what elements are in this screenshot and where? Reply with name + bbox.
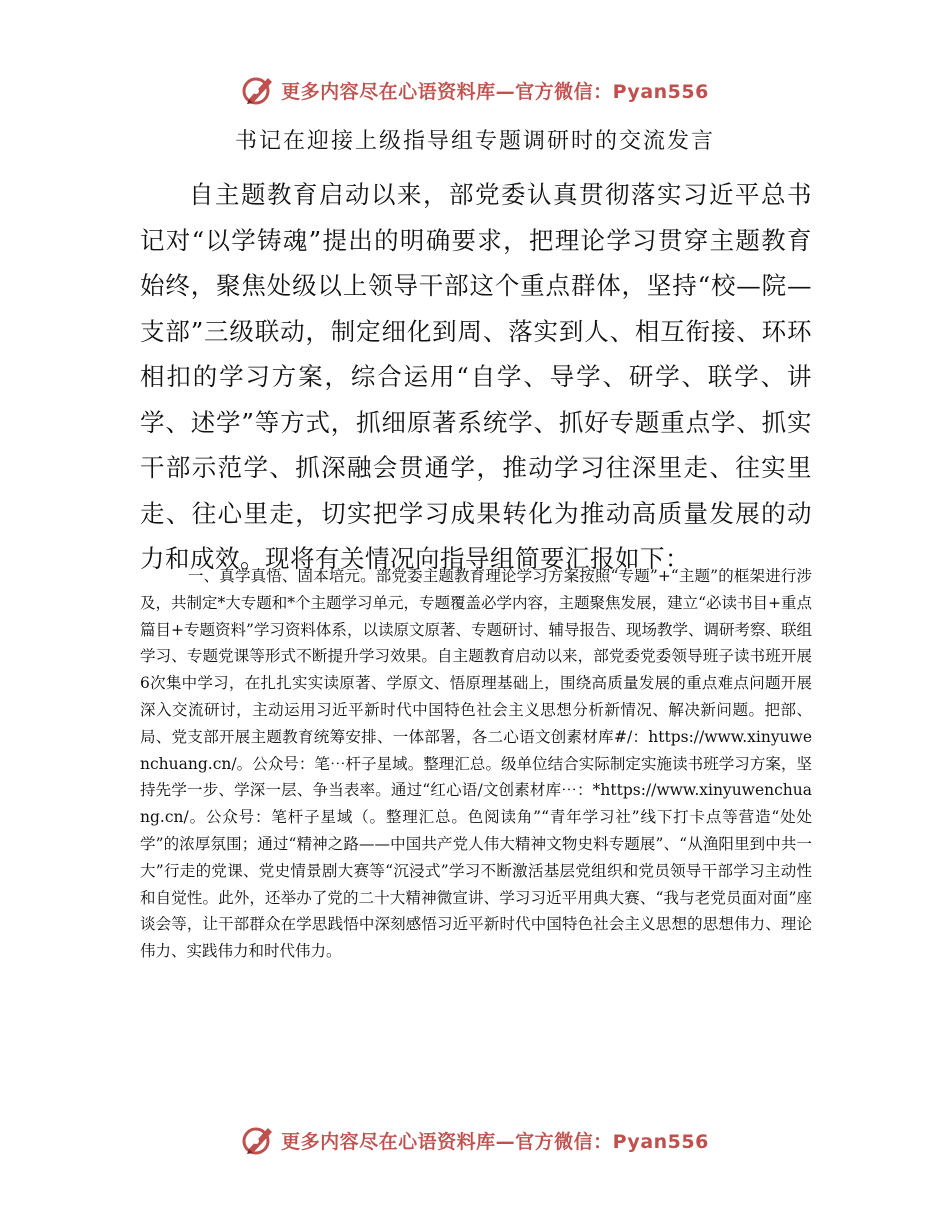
pen-logo-icon <box>241 1123 275 1157</box>
header-banner-text: 更多内容尽在心语资料库—官方微信：Pyan556 <box>281 80 709 103</box>
intro-paragraph: 自主题教育启动以来，部党委认真贯彻落实习近平总书记对“以学铸魂”提出的明确要求，把理论学习贯穿主题教育始终，聚焦处级以上领导干部这个重点群体，坚持“校—院—支部”三级联动，制定细化到周、落实到人、相互衔接、环环相扣的学习方案，综合运用“自学、导学、研学、联学、讲学、述学”等方式，抓细原著系统学、抓好专题重点学、抓实干部示范学、抓深融会贯通学，推动学习往深里走、往实里走、往心里走，切实把学习成果转化为推动高质量发展的动力和成效。现将有关情况向指导组简要汇报如下： <box>140 180 812 573</box>
footer-banner-text: 更多内容尽在心语资料库—官方微信：Pyan556 <box>281 1130 709 1153</box>
document-title: 书记在迎接上级指导组专题调研时的交流发言 <box>234 129 715 154</box>
footer-banner <box>0 1120 950 1160</box>
header-banner <box>0 70 950 110</box>
section-one-paragraph: 一、真学真悟、固本培元。部党委主题教育理论学习方案按照“专题”+“主题”的框架进行涉及，共制定*大专题和*个主题学习单元，专题覆盖必学内容，主题聚焦发展，建立“必读书目+重点篇目+专题资料”学习资料体系，以读原文原著、专题研讨、辅导报告、现场教学、调研考察、联组学习、专题党课等形式不断提升学习效果。自主题教育启动以来，部党委党委领导班子读书班开展6次集中学习，在扎扎实实读原著、学原文、悟原理基础上，围绕高质量发展的重点难点问题开展深入交流研讨，主动运用习近平新时代中国特色社会主义思想分析新情况、解决新问题。把部、局、党支部开展主题教育统筹安排、一体部署，各二心语文创素材库#/：https://www.xinyuwenchuang.cn/。公众号：笔⋯杆子星域。整理汇总。级单位结合实际制定实施读书班学习方案，坚持先学一步、学深一层、争当表率。通过“红心语/文创素材库⋯：*https://www.xinyuwenchuang.cn/。公众号：笔杆子星域（。整理汇总。色阅读角”“青年学习社”线下打卡点等营造“处处学”的浓厚氛围；通过“精神之路——中国共产党人伟大精神文物史料专题展”、“从渔阳里到中共一大”行走的党课、党史情景剧大赛等“沉浸式”学习不断激活基层党组织和党员领导干部学习主动性和自觉性。此外，还举办了党的二十大精神微宣讲、学习习近平用典大赛、“我与老党员面对面”座谈会等，让干部群众在学思践悟中深刻感悟习近平新时代中国特色社会主义思想的思想伟力、理论伟力、实践伟力和时代伟力。 <box>140 567 812 961</box>
pen-logo-icon <box>241 73 275 107</box>
